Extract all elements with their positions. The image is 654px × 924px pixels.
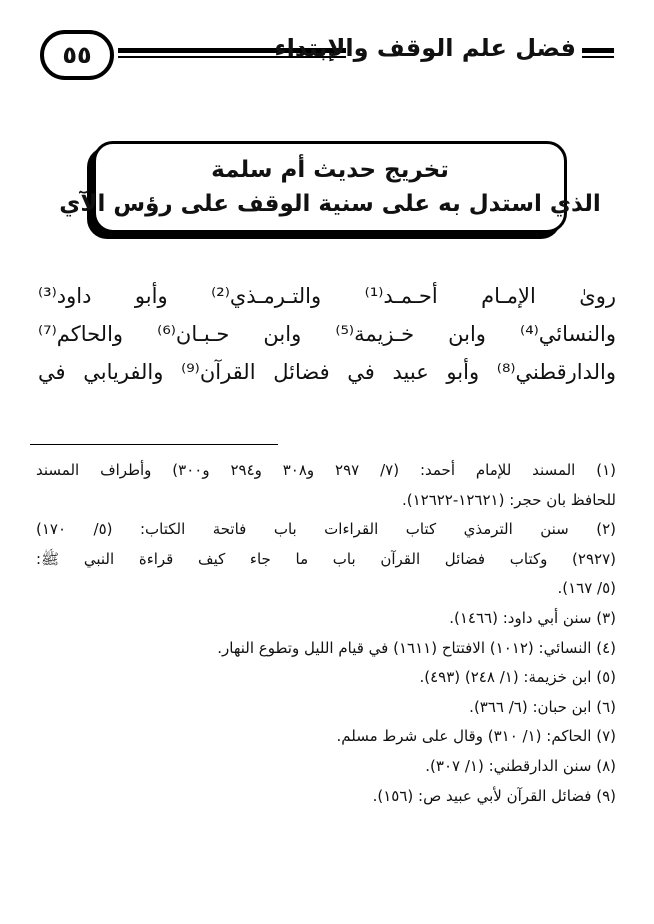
body-line: روىٰ الإمـام أحـمـد⁽¹⁾ والتـرمـذي⁽²⁾ وأبو داود⁽³⁾	[38, 284, 617, 308]
footnote-line: (٥) ابن خزيمة: (١/ ٢٤٨) (٤٩٣).	[419, 668, 616, 687]
footnote-line: (٥/ ١٦٧).	[557, 579, 616, 598]
header-rule-right-thin	[582, 56, 614, 58]
footnote-line: (٦) ابن حبان: (٦/ ٣٦٦).	[469, 697, 616, 716]
body-line: والنسائي⁽⁴⁾ وابن خـزيمة⁽⁵⁾ وابن حـبـان⁽⁶⁾ والحاكم⁽⁷⁾	[38, 322, 616, 346]
section-title-line-2: الذي استدل به على سنية الوقف على رؤس الآي	[59, 191, 601, 217]
running-title: فضل علم الوقف والإبتداء	[274, 34, 576, 62]
footnote-line: (٤) النسائي: (١٠١٢) الافتتاح (١٦١١) في قيام الليل وتطوع النهار.	[217, 638, 616, 657]
section-title-box	[59, 141, 601, 233]
section-title-line-1: تخريج حديث أم سلمة	[211, 157, 449, 183]
page-number: ٥٥	[62, 41, 92, 69]
footnote-line: (٧) الحاكم: (١/ ٣١٠) وقال على شرط مسلم.	[336, 727, 616, 746]
page-number-badge	[40, 30, 114, 80]
page-header	[40, 30, 614, 86]
footnote-separator	[30, 444, 278, 445]
footnote-line: (٨) سنن الدارقطني: (١/ ٣٠٧).	[425, 756, 616, 775]
footnote-line: (١) المسند للإمام أحمد: (٧/ ٢٩٧ و٣٠٨ و٢٩٤ و٣٠٠) وأطراف المسند	[36, 461, 617, 479]
footnotes	[36, 456, 616, 811]
footnote-line: (٩) فضائل القرآن لأبي عبيد ص: (١٥٦).	[372, 786, 616, 805]
footnote-line: (٣) سنن أبي داود: (١٤٦٦).	[449, 608, 616, 627]
footnote-line: (٢٩٢٧) وكتاب فضائل القرآن باب ما جاء كيف قراءة النبي ﷺ:	[36, 549, 616, 568]
footnote-line: (٢) سنن الترمذي كتاب القراءات باب فاتحة الكتاب: (٥/ ١٧٠)	[36, 520, 616, 539]
footnote-line: للحافظ بان حجر: (١٢٦٢١-١٢٦٢٢).	[401, 490, 616, 509]
body-paragraph	[38, 277, 616, 391]
body-line: والدارقطني⁽⁸⁾ وأبو عبيد في فضائل القرآن⁽⁹⁾ والفريابي في	[38, 360, 616, 384]
header-rule-right	[582, 48, 614, 53]
